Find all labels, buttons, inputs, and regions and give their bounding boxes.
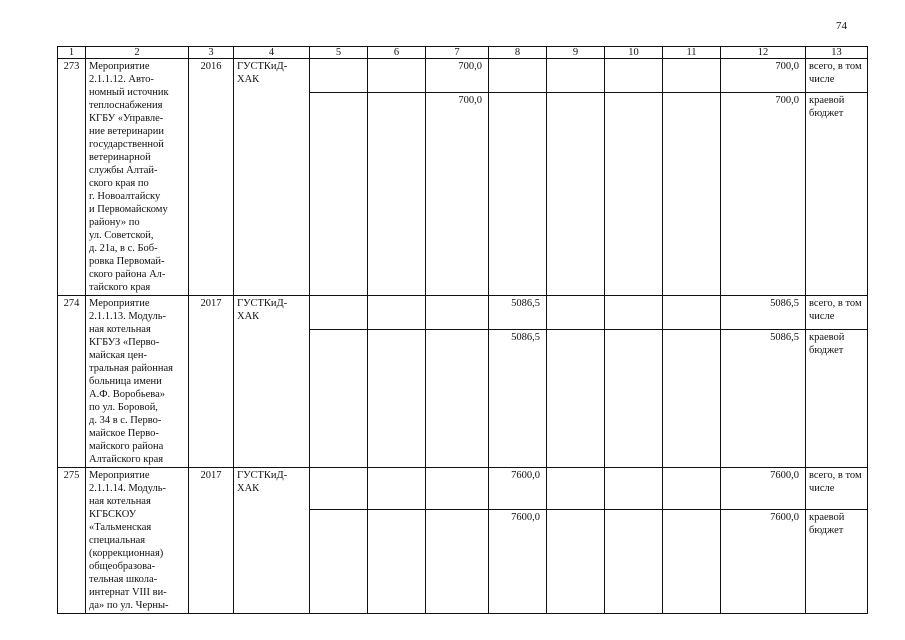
value-cell-8: 5086,5 [489, 296, 547, 330]
measure-name-line: Алтайского края [89, 454, 164, 465]
measure-name-line: д. 34 в с. Перво- [89, 415, 162, 426]
value-cell-6 [368, 330, 426, 468]
measure-name-line: Мероприятие [89, 298, 150, 309]
measure-name-line: ровка Первомай- [89, 256, 165, 267]
funding-note-cell: всего, в том числе [806, 468, 868, 510]
executor-cell: ГУСТКиД-ХАК [234, 296, 310, 468]
measure-name-line: А.Ф. Воробьева» [89, 389, 166, 400]
measure-name-line: специальная [89, 535, 146, 546]
value-cell-9 [547, 59, 605, 93]
value-cell-12: 5086,5 [721, 330, 806, 468]
executor-cell: ГУСТКиД-ХАК [234, 59, 310, 296]
measure-name-line: ная котельная [89, 324, 151, 335]
table-row [58, 59, 868, 93]
value-cell-7 [426, 330, 489, 468]
value-cell-5 [310, 468, 368, 510]
value-cell-10 [605, 468, 663, 510]
funding-note-cell: краевой бюджет [806, 510, 868, 614]
value-cell-9 [547, 296, 605, 330]
value-cell-10 [605, 330, 663, 468]
value-cell-10 [605, 296, 663, 330]
measure-name-line: теплоснабжения [89, 100, 163, 111]
measure-name-line: интернат VIII ви- [89, 587, 167, 598]
value-cell-9 [547, 468, 605, 510]
value-cell-12: 700,0 [721, 93, 806, 296]
funding-note-cell: краевой бюджет [806, 330, 868, 468]
measure-name-line: «Тальменская [89, 522, 152, 533]
value-cell-10 [605, 59, 663, 93]
header-cell: 8 [489, 47, 547, 59]
value-cell-6 [368, 510, 426, 614]
header-cell: 10 [605, 47, 663, 59]
measure-name-line: КГБСКОУ [89, 509, 137, 520]
year-cell: 2017 [189, 468, 234, 614]
value-cell-7 [426, 510, 489, 614]
measure-name-line: КГБУ «Управле- [89, 113, 164, 124]
measure-name-line: государственной [89, 139, 164, 150]
value-cell-7 [426, 296, 489, 330]
measure-name-line: больница имени [89, 376, 162, 387]
header-cell: 5 [310, 47, 368, 59]
value-cell-8: 7600,0 [489, 468, 547, 510]
measure-name [86, 468, 189, 614]
measure-name-line: 2.1.1.13. Модуль- [89, 311, 167, 322]
value-cell-5 [310, 510, 368, 614]
measure-name-line: д. 21а, в с. Боб- [89, 243, 158, 254]
executor-cell: ГУСТКиД-ХАК [234, 468, 310, 614]
value-cell-8: 5086,5 [489, 330, 547, 468]
measure-name-line: 2.1.1.12. Авто- [89, 74, 154, 85]
measure-name-line: району» по [89, 217, 140, 228]
row-number: 275 [58, 468, 86, 614]
measure-name-line: КГБУЗ «Перво- [89, 337, 160, 348]
value-cell-12: 5086,5 [721, 296, 806, 330]
measure-name-line: ского района Ал- [89, 269, 166, 280]
header-cell: 6 [368, 47, 426, 59]
measure-name-line: майская цен- [89, 350, 147, 361]
measure-name-line: ние ветеринарии [89, 126, 164, 137]
value-cell-9 [547, 510, 605, 614]
measure-name-line: ского края по [89, 178, 149, 189]
measure-name-line: общеобразова- [89, 561, 156, 572]
measure-name-line: ул. Советской, [89, 230, 154, 241]
measure-name-line: майское Перво- [89, 428, 159, 439]
header-cell: 12 [721, 47, 806, 59]
value-cell-6 [368, 93, 426, 296]
measure-name-line: и Первомайскому [89, 204, 168, 215]
value-cell-7 [426, 468, 489, 510]
value-cell-7: 700,0 [426, 93, 489, 296]
value-cell-8 [489, 93, 547, 296]
table-row [58, 468, 868, 510]
measure-name-line: ветеринарной [89, 152, 151, 163]
value-cell-5 [310, 93, 368, 296]
year-cell: 2016 [189, 59, 234, 296]
value-cell-11 [663, 59, 721, 93]
header-cell: 4 [234, 47, 310, 59]
table-row [58, 296, 868, 330]
value-cell-8 [489, 59, 547, 93]
value-cell-8: 7600,0 [489, 510, 547, 614]
value-cell-11 [663, 330, 721, 468]
funding-note-cell: всего, в том числе [806, 59, 868, 93]
measure-name-line: Мероприятие [89, 470, 150, 481]
year-cell: 2017 [189, 296, 234, 468]
measure-name-line: тайского края [89, 282, 151, 293]
row-number: 274 [58, 296, 86, 468]
measure-name-line: по ул. Боровой, [89, 402, 158, 413]
value-cell-9 [547, 330, 605, 468]
value-cell-11 [663, 468, 721, 510]
value-cell-12: 700,0 [721, 59, 806, 93]
header-cell: 13 [806, 47, 868, 59]
header-cell: 1 [58, 47, 86, 59]
value-cell-6 [368, 296, 426, 330]
value-cell-6 [368, 468, 426, 510]
header-cell: 9 [547, 47, 605, 59]
header-cell: 3 [189, 47, 234, 59]
value-cell-10 [605, 93, 663, 296]
value-cell-5 [310, 59, 368, 93]
value-cell-7: 700,0 [426, 59, 489, 93]
value-cell-11 [663, 296, 721, 330]
measure-name [86, 59, 189, 296]
value-cell-9 [547, 93, 605, 296]
funding-note-cell: всего, в том числе [806, 296, 868, 330]
header-row [58, 47, 868, 59]
value-cell-11 [663, 93, 721, 296]
header-cell: 7 [426, 47, 489, 59]
measure-name-line: службы Алтай- [89, 165, 158, 176]
value-cell-12: 7600,0 [721, 468, 806, 510]
measure-name-line: тельная школа- [89, 574, 158, 585]
measure-name-line: г. Новоалтайску [89, 191, 161, 202]
measure-name-line: 2.1.1.14. Модуль- [89, 483, 167, 494]
header-cell: 2 [86, 47, 189, 59]
value-cell-5 [310, 330, 368, 468]
page-number: 74 [836, 20, 847, 32]
funding-note-cell: краевой бюджет [806, 93, 868, 296]
measure-name-line: тральная районная [89, 363, 173, 374]
program-table [57, 46, 868, 614]
value-cell-5 [310, 296, 368, 330]
measure-name-line: Мероприятие [89, 61, 150, 72]
measure-name-line: номный источник [89, 87, 169, 98]
row-number: 273 [58, 59, 86, 296]
measure-name-line: да» по ул. Черны- [89, 600, 169, 611]
measure-name [86, 296, 189, 468]
header-cell: 11 [663, 47, 721, 59]
value-cell-12: 7600,0 [721, 510, 806, 614]
value-cell-6 [368, 59, 426, 93]
measure-name-line: (коррекционная) [89, 548, 164, 559]
measure-name-line: ная котельная [89, 496, 151, 507]
value-cell-10 [605, 510, 663, 614]
measure-name-line: майского района [89, 441, 164, 452]
value-cell-11 [663, 510, 721, 614]
